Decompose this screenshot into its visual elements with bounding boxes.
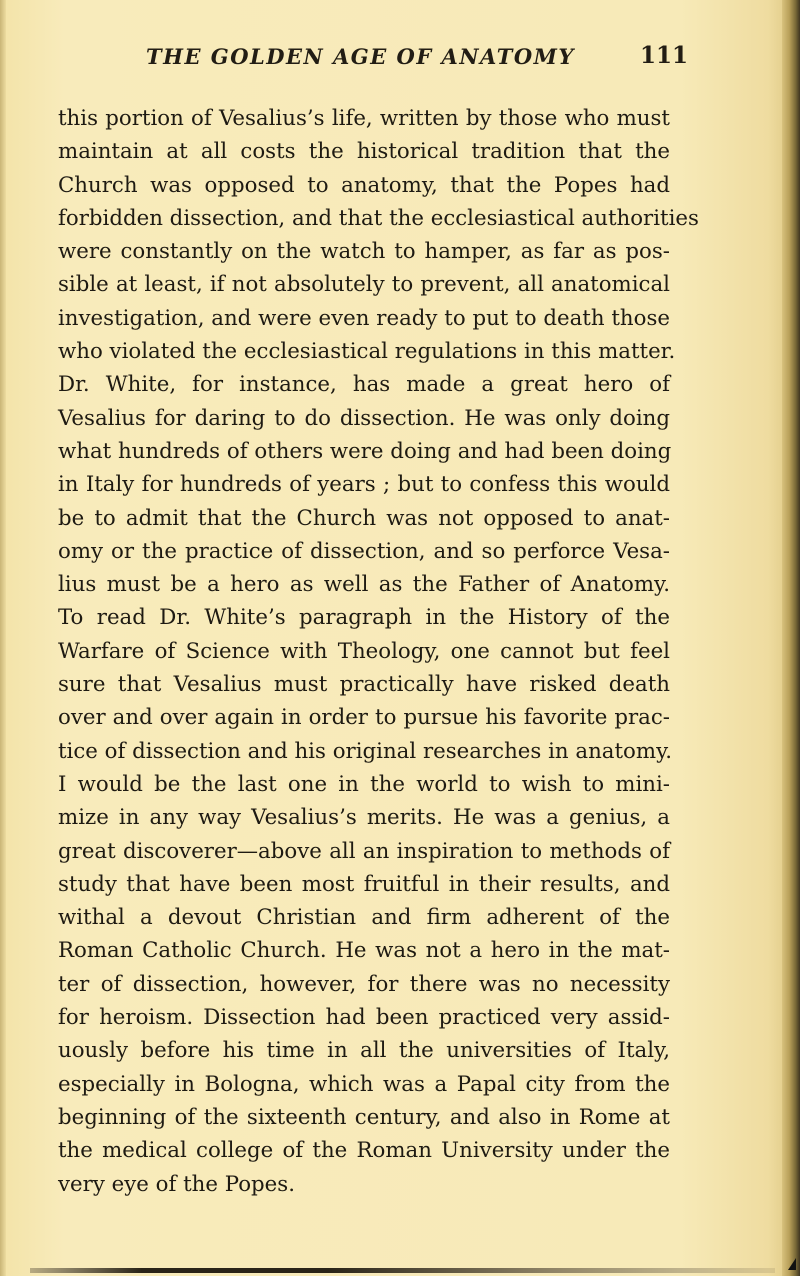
text-line: I would be the last one in the world to wish to mini-: [58, 771, 670, 797]
text-line: Dr. White, for instance, has made a great hero of: [58, 372, 670, 398]
text-line: what hundreds of others were doing and had been doing: [58, 438, 672, 464]
text-line: sure that Vesalius must practically have risked death: [58, 672, 670, 698]
bottom-scan-edge: [30, 1268, 775, 1273]
text-line: investigation, and were even ready to put to death those: [58, 305, 670, 331]
text-line: maintain at all costs the historical tradition that the: [58, 139, 670, 165]
text-line: the medical college of the Roman University under the: [58, 1138, 670, 1164]
text-line: sible at least, if not absolutely to prevent, all anatomical: [58, 272, 670, 298]
text-line: study that have been most fruitful in their results, and: [58, 871, 670, 897]
page-number: 111: [640, 42, 689, 69]
text-line: Warfare of Science with Theology, one cannot but feel: [58, 638, 670, 664]
text-line: uously before his time in all the universities of Italy,: [58, 1038, 670, 1064]
running-title: THE GOLDEN AGE OF ANATOMY: [146, 44, 575, 69]
text-line: Church was opposed to anatomy, that the Popes had: [58, 172, 670, 198]
text-line: ter of dissection, however, for there was no necessity: [58, 971, 670, 997]
text-line: forbidden dissection, and that the ecclesiastical authorities: [58, 205, 699, 231]
text-line: Roman Catholic Church. He was not a hero in the mat-: [58, 938, 670, 964]
text-line: be to admit that the Church was not opposed to anat-: [58, 505, 670, 531]
text-line: To read Dr. White’s paragraph in the History of the: [58, 605, 670, 631]
text-line: beginning of the sixteenth century, and also in Rome at: [58, 1104, 670, 1130]
text-line: in Italy for hundreds of years ; but to confess this would: [58, 472, 670, 498]
text-line: great discoverer—above all an inspiration to methods of: [58, 838, 670, 864]
body-text: [58, 102, 699, 1201]
text-line: Vesalius for daring to do dissection. He was only doing: [58, 405, 670, 431]
text-line: omy or the practice of dissection, and so perforce Vesa-: [58, 538, 670, 564]
text-line: for heroism. Dissection had been practiced very assid-: [58, 1005, 670, 1031]
text-line: tice of dissection and his original researches in anatomy.: [58, 738, 673, 764]
text-line: were constantly on the watch to hamper, as far as pos-: [58, 239, 670, 265]
text-line: this portion of Vesalius’s life, written by those who must: [58, 106, 670, 131]
text-line: very eye of the Popes.: [58, 1171, 295, 1197]
page-left-edge: [0, 0, 6, 1276]
text-line: over and over again in order to pursue his favorite prac-: [58, 705, 670, 731]
text-line: lius must be a hero as well as the Father of Anatomy.: [58, 572, 670, 598]
text-line: especially in Bologna, which was a Papal city from the: [58, 1071, 670, 1097]
corner-mark: [788, 1258, 796, 1270]
text-line: who violated the ecclesiastical regulations in this matter.: [58, 339, 676, 365]
text-line: withal a devout Christian and firm adherent of the: [58, 905, 670, 931]
text-line: mize in any way Vesalius’s merits. He was a genius, a: [58, 805, 670, 831]
page-right-edge-shadow: [782, 0, 800, 1276]
